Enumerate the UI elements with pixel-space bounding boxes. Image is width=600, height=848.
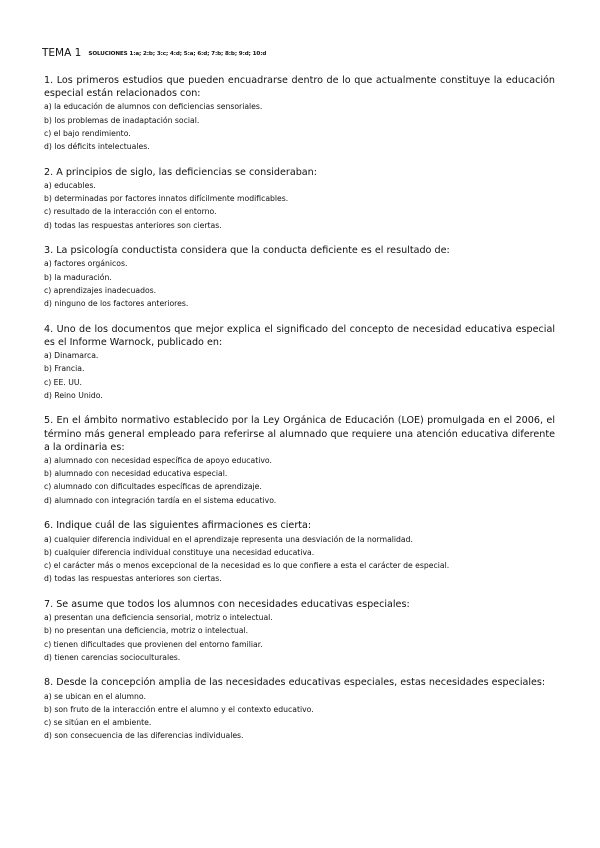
question-text: 8. Desde la concepción amplia de las necesidades educativas especiales, estas necesidades especiales: — [44, 677, 546, 689]
answer-option: b) la maduración. — [44, 272, 112, 282]
answer-option: b) Francia. — [44, 364, 85, 374]
question-block — [44, 166, 555, 232]
answer-option: a) educables. — [44, 180, 96, 190]
answer-option: c) se sitúan en el ambiente. — [44, 718, 152, 728]
answer-option: c) tienen dificultades que provienen del entorno familiar. — [44, 639, 263, 649]
answer-option: c) aprendizajes inadecuados. — [44, 285, 157, 295]
answer-option: a) presentan una deficiencia sensorial, motriz o intelectual. — [44, 613, 273, 623]
answer-option: d) ninguno de los factores anteriores. — [44, 299, 189, 309]
question-block — [44, 519, 555, 585]
answer-option: b) cualquier diferencia individual constituye una necesidad educativa. — [44, 547, 315, 557]
answer-option: a) la educación de alumnos con deficiencias sensoriales. — [44, 102, 263, 112]
question-block — [44, 323, 555, 402]
question-block — [44, 676, 555, 742]
question-text: 7. Se asume que todos los alumnos con necesidades educativas especiales: — [44, 598, 410, 610]
answer-option: a) se ubican en el alumno. — [44, 691, 146, 701]
answer-option: d) todas las respuestas anteriores son ciertas. — [44, 574, 222, 584]
answer-option: b) determinadas por factores innatos difícilmente modificables. — [44, 194, 289, 204]
answer-key: SOLUCIONES 1:a; 2:b; 3:c; 4:d; 5:a; 6:d; 7:b; 8:b; 9:d; 10:d — [88, 51, 267, 57]
question-list — [44, 74, 555, 755]
answer-option: c) alumnado con dificultades específicas de aprendizaje. — [44, 482, 262, 492]
answer-option: c) resultado de la interacción con el entorno. — [44, 207, 217, 217]
answer-option: a) Dinamarca. — [44, 351, 99, 361]
question-text: 5. En el ámbito normativo establecido por la Ley Orgánica de Educación (LOE) promulgada en el 2006, el término más general empleado para referirse al alumnado que requiere una atención educativa diferente a la ordinaria es: — [44, 415, 555, 453]
answer-option: a) cualquier diferencia individual en el aprendizaje representa una desviación de la normalidad. — [44, 534, 413, 544]
answer-option: d) todas las respuestas anteriores son ciertas. — [44, 220, 222, 230]
question-block — [44, 414, 555, 506]
document-title: TEMA 1 — [42, 47, 82, 59]
document-header — [42, 41, 266, 60]
question-text: 3. La psicología conductista considera que la conducta deficiente es el resultado de: — [44, 245, 450, 257]
answer-option: c) EE. UU. — [44, 377, 82, 387]
answer-option: d) Reino Unido. — [44, 390, 103, 400]
answer-option: c) el carácter más o menos excepcional de la necesidad es lo que confiere a esta el carácter de especial. — [44, 561, 450, 570]
answer-option: d) son consecuencia de las diferencias individuales. — [44, 731, 244, 741]
answer-option: b) no presentan una deficiencia, motriz o intelectual. — [44, 626, 249, 636]
answer-option: d) tienen carencias socioculturales. — [44, 652, 181, 662]
answer-option: d) los déficits intelectuales. — [44, 142, 150, 152]
answer-option: d) alumnado con integración tardía en el sistema educativo. — [44, 495, 277, 505]
question-text: 6. Indique cuál de las siguientes afirmaciones es cierta: — [44, 520, 312, 532]
answer-option: a) alumnado con necesidad específica de apoyo educativo. — [44, 456, 272, 466]
answer-option: b) son fruto de la interacción entre el alumno y el contexto educativo. — [44, 704, 314, 714]
answer-option: a) factores orgánicos. — [44, 259, 128, 269]
question-block — [44, 244, 555, 310]
answer-option: b) alumnado con necesidad educativa especial. — [44, 469, 228, 479]
answer-option: c) el bajo rendimiento. — [44, 128, 131, 138]
question-block — [44, 74, 555, 153]
answer-option: b) los problemas de inadaptación social. — [44, 115, 200, 125]
question-block — [44, 598, 555, 664]
question-text: 1. Los primeros estudios que pueden encuadrarse dentro de lo que actualmente constituye la educación especial están relacionados con: — [44, 75, 555, 100]
question-text: 2. A principios de siglo, las deficiencias se consideraban: — [44, 166, 317, 178]
question-text: 4. Uno de los documentos que mejor explica el significado del concepto de necesidad educativa especial es el Informe Warnock, publicado en: — [44, 323, 555, 348]
